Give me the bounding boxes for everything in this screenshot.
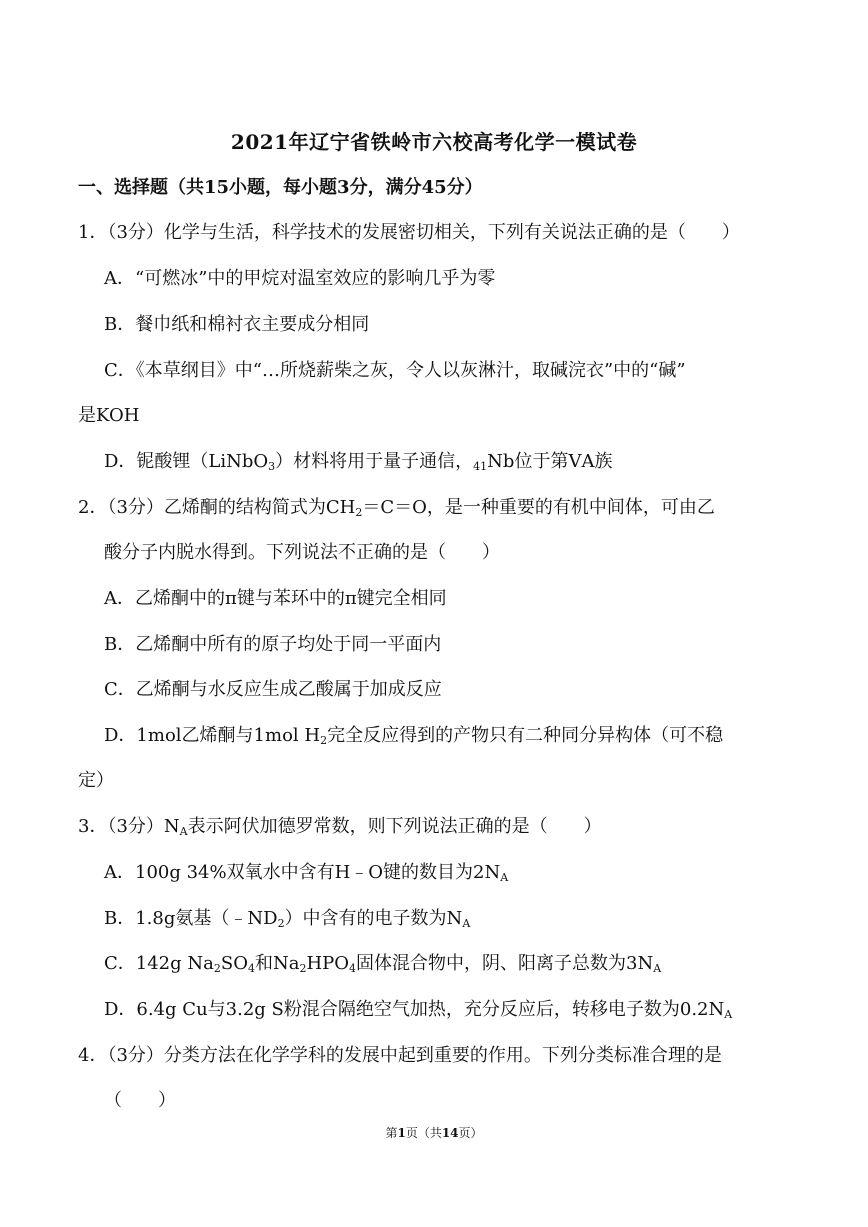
question-1-option-c-continued: 是KOH	[78, 405, 140, 426]
question-3-stem: 3．（3分）$N_A$表示阿伏加德罗常数，则下列说法正确的是（ ）	[78, 816, 602, 838]
question-4-stem-continued: （ ）	[104, 1090, 176, 1111]
question-1-stem: 1．（3分）化学与生活，科学技术的发展密切相关，下列有关说法正确的是（ ）	[78, 222, 740, 243]
exam-title: 2021年辽宁省铁岭市六校高考化学一模试卷	[230, 130, 638, 154]
question-3-option-d: D．6.4g Cu与3.2g S粉混合隔绝空气加热，充分反应后，转移电子数为$0.2N_A$	[104, 999, 733, 1021]
question-2-stem: 2．（3分）乙烯酮的结构简式为$CH_2=C=O$，是一种重要的有机中间体，可由乙	[78, 497, 715, 519]
question-2-option-c: C．乙烯酮与水反应生成乙酸属于加成反应	[104, 679, 442, 700]
question-1-option-b: B．餐巾纸和棉衬衣主要成分相同	[104, 314, 370, 335]
question-4-stem: 4．（3分）分类方法在化学学科的发展中起到重要的作用。下列分类标准合理的是	[78, 1045, 722, 1066]
question-3-option-a: A．100g 34%双氧水中含有H﹣O键的数目为$2N_A$	[104, 862, 509, 884]
question-2-option-d: D．1mol乙烯酮与1mol $H_2$完全反应得到的产物只有二种同分异构体（可不稳	[104, 725, 724, 747]
question-1-option-a: A．“可燃冰”中的甲烷对温室效应的影响几乎为零	[104, 268, 496, 289]
question-3-option-b: B．1.8g氨基$(﹣ND_2)$中含有的电子数为$N_A$	[104, 908, 471, 930]
question-2-stem-continued: 酸分子内脱水得到。下列说法不正确的是（ ）	[104, 542, 500, 563]
section-heading: 一、选择题（共15小题，每小题3分，满分45分）	[78, 177, 483, 198]
question-2-option-b: B．乙烯酮中所有的原子均处于同一平面内	[104, 634, 442, 655]
question-3-option-c: C．142g $Na_2SO_4$和$Na_2HPO_4$固体混合物中，阴、阳离子总数为$3N_A$	[104, 953, 662, 975]
page-number-footer: 第1页（共14页）	[385, 1126, 483, 1140]
question-2-option-d-continued: 定）	[78, 770, 114, 791]
question-2-option-a: A．乙烯酮中的π键与苯环中的π键完全相同	[104, 588, 447, 609]
question-1-option-c: C．《本草纲目》中“…所烧薪柴之灰，令人以灰淋汁，取碱浣衣”中的“碱”	[104, 360, 686, 381]
question-1-option-d: D．铌酸锂（LiNbO$_3$）材料将用于量子通信，$_{41}$Nb位于第ⅤA族	[104, 451, 613, 473]
